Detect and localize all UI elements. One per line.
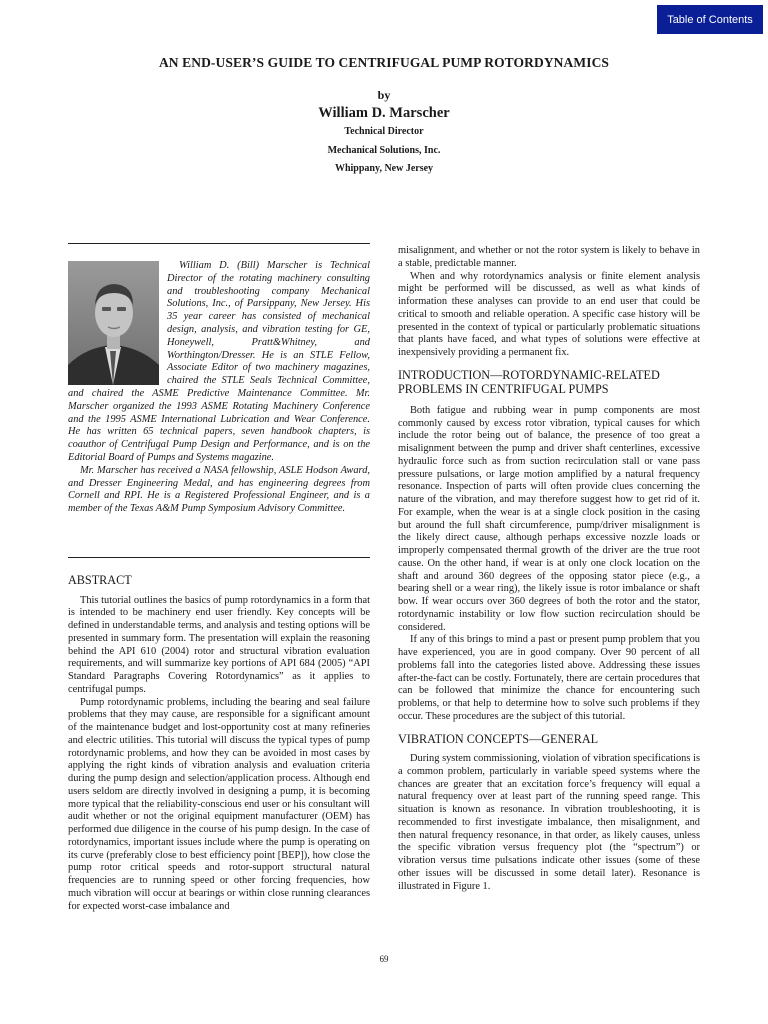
bio-bottom-rule — [68, 557, 370, 558]
bio-top-rule — [68, 243, 370, 244]
author-location: Whippany, New Jersey — [334, 163, 434, 174]
vibration-concepts-heading: VIBRATION CONCEPTS—GENERAL — [398, 731, 599, 746]
right-column — [398, 245, 700, 893]
introduction-paragraph: Both fatigue and rubbing wear in pump components are most commonly caused by excess rotor vibration, typical causes for which include the rotor being out of balance, the presence of too great a misalignment between the pump and driver shaft centerlines, excessive hydraulic force such as from suction recirculation stall or vane pass pressure pulsations, or large motion amplified by a natural frequency resonance. Inspection of parts will often provide clues concerning the nature of the vibration, and may therefore suggest how to get rid of it. For example, when the wear is at a single clock position in the casing but around the full shaft circumference, pump/driver misalignment is the likely direct cause, although perhaps excessive nozzle loads or improperly compensated thermal growth of the driver are the true root cause. On the other hand, if wear is at only one clock location on the shaft and around 360 degrees of the opposing stator piece (e.g., a bearing shell or a wear ring), the likely issue is rotor imbalance or shaft bow. If wear occurs over 360 degrees of both the rotor and the stator, rotordynamic instability or low flow suction recirculation should be considered. — [398, 404, 700, 633]
abstract-continued-paragraph: misalignment, and whether or not the rotor system is likely to behave in a stable, predictable manner. — [398, 245, 700, 269]
author-photo — [68, 261, 159, 385]
author-company: Mechanical Solutions, Inc. — [327, 145, 441, 156]
page-number: 69 — [379, 954, 389, 964]
bio-paragraph: William D. (Bill) Marscher is Technical Director of the rotating machinery consulting and troubleshooting company Mechanical Solutions, Inc., of Parsippany, New Jersey. His 35 year career has consisted of mechanical design, analysis, and vibration testing for GE, Honeywell, Pratt&Whitney, and Worthington/Dresser. He is an STLE Fellow, Associate Editor of two machinery magazines, chaired the STLE Seals Technical Committee, and chaired the ASME Predictive Maintenance Committee. Mr. Marscher organized the 1993 ASME Rotating Machinery Conference and the 1995 ASME International Lubrication and Wear Conference. He has written 65 technical papers, seven handbook chapters, is coauthor of Centrifugal Pump Design and Performance, and is on the Editorial Board of Pumps and Systems magazine. — [68, 260, 370, 463]
introduction-paragraph: If any of this brings to mind a past or present pump problem that you have experienced, you are in good company. Over 90 percent of all problems fall into the categories listed above. Addressing these issues after-the-fact can be costly. Fortunately, there are certain procedures that can be followed that minimize the chance for encountering such problems, or that help to determine how to solve such problems if they occur. These procedures are the subject of this tutorial. — [398, 634, 700, 722]
abstract-paragraph: Pump rotordynamic problems, including the bearing and seal failure problems that they may cause, are responsible for a significant amount of the maintenance budget and lost-opportunity cost at many refineries and electric utilities. This tutorial will discuss the typical types of pump rotordynamic problems, and how they can be avoided in most cases by applying the right kinds of vibration analysis and evaluation criteria during the pump design and selection/application process. Although end users seldom are directly involved in designing a pump, it is becoming more typical that the reliability-conscious end user or his consultant will audit whether or not the original equipment manufacturer (OEM) has performed due diligence in the course of his pump design. In the case of rotordynamics, important issues include where the pump is operating on its curve (preferably close to best efficiency point [BEP]), how close the pump rotor critical speeds and rotor-support structural natural frequencies are to running speed or other forcing frequencies, how much vibration will occur at bearings or within close running clearances for expected worst-case imbalance and — [68, 696, 370, 912]
abstract-continued-paragraph: When and why rotordynamics analysis or finite element analysis might be performed will be discussed, as well as what kinds of information these analyses can provide to an end user that could be critical to smooth and reliable operation. A specific case history will be presented in the context of typical or particularly problematic situations that plants have faced, and what types of solutions were effective at inexpensively providing a permanent fix. — [398, 270, 700, 358]
abstract-paragraph: This tutorial outlines the basics of pump rotordynamics in a form that is intended to be machinery end user friendly. Key concepts will be defined in understandable terms, and analysis and testing options will be presented in summary form. The presentation will explain the reasoning behind the API 610 (2004) rotor and structural vibration evaluation requirements, and will summarize key portions of API 684 (2005) “API Standard Paragraphs Covering Rotordynamics” as it applies to centrifugal pumps. — [68, 594, 370, 695]
table-of-contents-button[interactable]: Table of Contents — [657, 5, 763, 34]
paper-title: AN END-USER’S GUIDE TO CENTRIFUGAL PUMP ROTORDYNAMICS — [158, 55, 610, 70]
bio-paragraph: Mr. Marscher has received a NASA fellowship, ASLE Hodson Award, and Dresser Engineering Medal, and has engineering degrees from Cornell and RPI. He is a Registered Professional Engineer, and is a member of the Texas A&M Pump Symposium Advisory Committee. — [68, 464, 370, 515]
byline-by: by — [377, 88, 391, 102]
introduction-heading: INTRODUCTION—ROTORDYNAMIC-RELATED PROBLEMS IN CENTRIFUGAL PUMPS — [398, 367, 660, 397]
vibration-paragraph: During system commissioning, violation of vibration specifications is a common problem, particularly in variable speed systems where the chances are greater that an excitation force’s frequency will equal a natural frequency over at least part of the running speed range. This situation is known as resonance. In vibration troubleshooting, it is recommended to first investigate imbalance, then misalignment, and then natural frequency resonance, in that order, as likely causes, unless the specific vibration versus frequency plot (the “spectrum”) or vibration versus time pulsations indicate other issues (some of these other issues will be discussed in some detail later). Resonance is illustrated in Figure 1. — [398, 753, 700, 892]
author-name: William D. Marscher — [318, 105, 450, 121]
abstract-heading: ABSTRACT — [68, 573, 132, 587]
author-position: Technical Director — [344, 126, 424, 137]
author-biography — [68, 260, 370, 516]
abstract-section — [68, 573, 370, 913]
